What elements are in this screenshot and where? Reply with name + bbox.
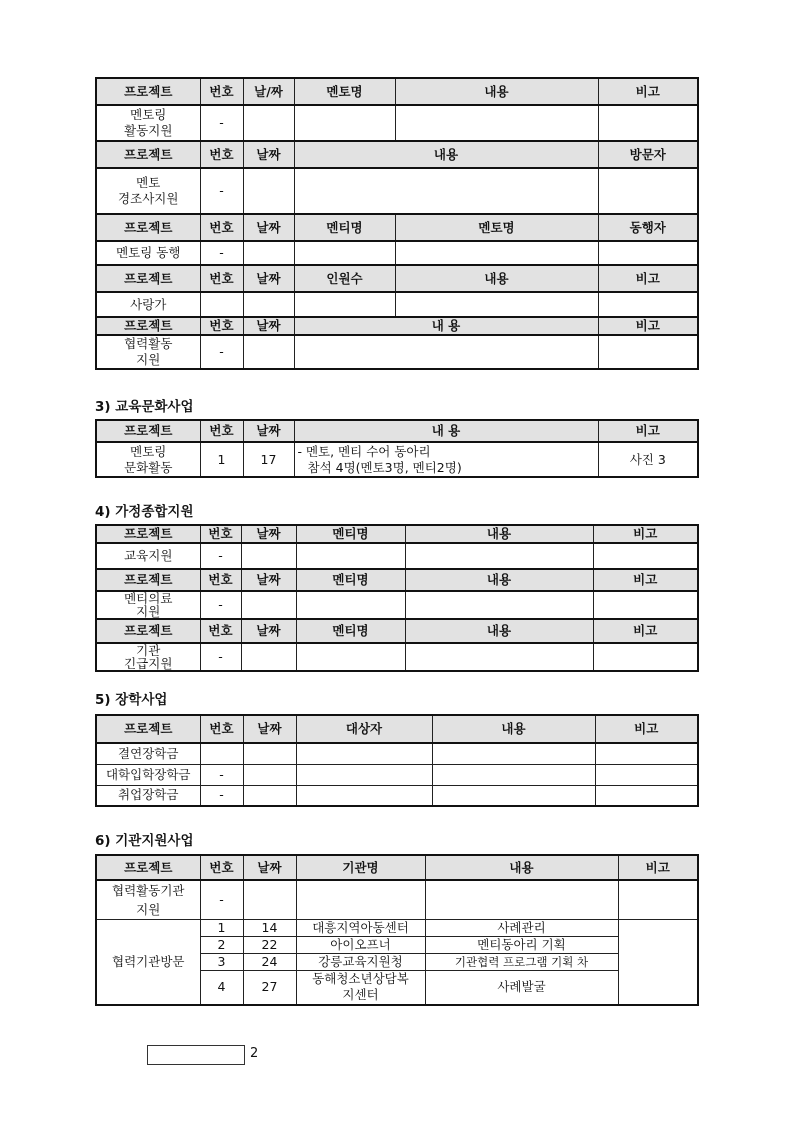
header-cell: 방문자 — [598, 141, 698, 168]
content-cell: 멘티동아리 기획 — [425, 937, 618, 954]
content-cell: 기관협력 프로그램 기획 차 — [425, 954, 618, 971]
number-cell: - — [200, 335, 243, 369]
project-cell: 취업장학금 — [96, 785, 200, 806]
header-row — [96, 569, 698, 591]
number-cell — [200, 743, 243, 764]
project-cell: 협력기관방문 — [96, 920, 200, 1005]
header-cell: 비고 — [598, 78, 698, 105]
header-cell: 번호 — [200, 214, 243, 241]
header-row — [96, 78, 698, 105]
header-cell: 프로젝트 — [96, 317, 200, 335]
header-cell: 비고 — [618, 855, 698, 880]
header-cell: 프로젝트 — [96, 855, 200, 880]
header-cell: 내용 — [405, 525, 593, 543]
project-cell: 교육지원 — [96, 543, 200, 569]
project-cell: 멘토 경조사지원 — [96, 168, 200, 214]
date-cell — [243, 292, 294, 317]
header-cell: 프로젝트 — [96, 569, 200, 591]
table-mentoring-activities — [95, 77, 697, 370]
number-cell: - — [200, 785, 243, 806]
date-cell — [243, 335, 294, 369]
institution-cell: 동해청소년상담복 지센터 — [296, 971, 425, 1005]
footer-box — [147, 1045, 245, 1065]
table-row — [96, 743, 698, 764]
date-cell — [243, 168, 294, 214]
header-cell: 번호 — [200, 265, 243, 292]
header-cell: 멘티명 — [296, 619, 405, 643]
recipient-cell — [296, 785, 432, 806]
section-title-institution: 6) 기관지원사업 — [95, 833, 194, 849]
header-cell: 번호 — [200, 141, 243, 168]
header-cell: 프로젝트 — [96, 214, 200, 241]
content-cell — [405, 591, 593, 619]
content-cell — [432, 764, 595, 785]
header-cell: 비고 — [593, 525, 698, 543]
header-cell: 멘토명 — [294, 78, 395, 105]
content-cell — [294, 168, 598, 214]
mentee-cell — [296, 543, 405, 569]
note-cell — [593, 643, 698, 671]
header-cell: 멘티명 — [294, 214, 395, 241]
note-cell — [598, 105, 698, 141]
date-cell: 17 — [243, 442, 294, 477]
recipient-cell — [296, 764, 432, 785]
header-cell: 날짜 — [243, 265, 294, 292]
content-cell — [294, 335, 598, 369]
content-cell — [425, 880, 618, 920]
table-row — [96, 591, 698, 619]
content-line: - 멘토, 멘티 수어 동아리 — [297, 443, 431, 459]
note-cell — [598, 335, 698, 369]
header-cell: 번호 — [200, 78, 243, 105]
header-row — [96, 525, 698, 543]
header-row — [96, 214, 698, 241]
note-cell — [593, 543, 698, 569]
header-cell: 프로젝트 — [96, 78, 200, 105]
section-title-family: 4) 가정종합지원 — [95, 504, 194, 520]
table-row — [96, 335, 698, 369]
note-cell — [595, 743, 698, 764]
content-cell — [432, 743, 595, 764]
date-cell — [243, 785, 296, 806]
header-cell: 비고 — [598, 420, 698, 442]
section-title-education: 3) 교육문화사업 — [95, 399, 194, 415]
table-row — [96, 543, 698, 569]
table-row — [96, 643, 698, 671]
date-cell — [243, 241, 294, 265]
header-cell: 날짜 — [243, 420, 294, 442]
institution-cell: 대흥지역아동센터 — [296, 920, 425, 937]
header-cell: 내용 — [405, 569, 593, 591]
header-cell: 번호 — [200, 317, 243, 335]
header-cell: 날짜 — [243, 141, 294, 168]
header-cell: 내용 — [294, 141, 598, 168]
date-cell — [241, 543, 296, 569]
institution-cell: 아이오프너 — [296, 937, 425, 954]
content-cell — [405, 543, 593, 569]
header-cell: 날짜 — [243, 214, 294, 241]
date-cell — [241, 591, 296, 619]
header-cell: 비고 — [598, 265, 698, 292]
note-cell — [618, 920, 698, 1005]
header-row — [96, 715, 698, 743]
institution-cell — [296, 880, 425, 920]
content-cell: 사례관리 — [425, 920, 618, 937]
header-row — [96, 317, 698, 335]
table-scholarship — [95, 714, 697, 807]
table-row — [96, 880, 698, 920]
project-cell: 멘토링 동행 — [96, 241, 200, 265]
number-cell: - — [200, 880, 243, 920]
header-cell: 비고 — [593, 569, 698, 591]
table-row — [96, 764, 698, 785]
recipient-cell — [296, 743, 432, 764]
header-cell: 날짜 — [241, 569, 296, 591]
header-cell: 멘토명 — [395, 214, 598, 241]
header-cell: 날짜 — [243, 317, 294, 335]
project-cell: 멘토링 문화활동 — [96, 442, 200, 477]
header-cell: 비고 — [598, 317, 698, 335]
header-cell: 비고 — [595, 715, 698, 743]
number-cell — [200, 292, 243, 317]
table-family-support — [95, 524, 697, 672]
header-cell: 번호 — [200, 855, 243, 880]
header-cell: 프로젝트 — [96, 141, 200, 168]
header-cell: 번호 — [200, 569, 241, 591]
table-row — [96, 442, 698, 477]
section-title-scholarship: 5) 장학사업 — [95, 692, 168, 708]
content-cell — [432, 785, 595, 806]
content-cell: 사례발굴 — [425, 971, 618, 1005]
number-cell: 1 — [200, 920, 243, 937]
count-cell — [294, 292, 395, 317]
header-row — [96, 420, 698, 442]
date-cell: 27 — [243, 971, 296, 1005]
date-cell — [243, 105, 294, 141]
table-row — [96, 168, 698, 214]
header-cell: 멘티명 — [296, 525, 405, 543]
date-cell — [241, 643, 296, 671]
number-cell: - — [200, 591, 241, 619]
header-cell: 내용 — [395, 78, 598, 105]
project-cell: 기관 긴급지원 — [96, 643, 200, 671]
table-institution-support — [95, 854, 697, 1006]
header-cell: 내용 — [425, 855, 618, 880]
content-cell — [395, 292, 598, 317]
note-cell: 사진 3 — [598, 442, 698, 477]
companion-cell — [598, 241, 698, 265]
number-cell: - — [200, 105, 243, 141]
project-cell: 협력활동 지원 — [96, 335, 200, 369]
note-cell — [595, 764, 698, 785]
mentor-cell — [294, 105, 395, 141]
header-cell: 프로젝트 — [96, 525, 200, 543]
header-cell: 내용 — [405, 619, 593, 643]
header-cell: 날짜 — [243, 715, 296, 743]
content-line: 참석 4명(멘토3명, 멘티2명) — [307, 459, 462, 475]
page-number: 2 — [250, 1046, 259, 1061]
mentee-cell — [296, 591, 405, 619]
header-cell: 날/짜 — [243, 78, 294, 105]
table-row — [96, 785, 698, 806]
number-cell: 1 — [200, 442, 243, 477]
number-cell: - — [200, 241, 243, 265]
project-cell: 결연장학금 — [96, 743, 200, 764]
number-cell: - — [200, 764, 243, 785]
date-cell: 22 — [243, 937, 296, 954]
header-cell: 번호 — [200, 619, 241, 643]
header-row — [96, 855, 698, 880]
project-cell: 대학입학장학금 — [96, 764, 200, 785]
table-row — [96, 292, 698, 317]
header-cell: 프로젝트 — [96, 619, 200, 643]
header-cell: 대상자 — [296, 715, 432, 743]
header-cell: 내용 — [395, 265, 598, 292]
header-cell: 내용 — [432, 715, 595, 743]
header-cell: 멘티명 — [296, 569, 405, 591]
header-cell: 인원수 — [294, 265, 395, 292]
header-cell: 프로젝트 — [96, 265, 200, 292]
number-cell: 3 — [200, 954, 243, 971]
project-cell: 협력활동기관 지원 — [96, 880, 200, 920]
header-cell: 내 용 — [294, 317, 598, 335]
number-cell: - — [200, 543, 241, 569]
institution-cell: 강릉교육지원청 — [296, 954, 425, 971]
content-cell — [395, 105, 598, 141]
header-row — [96, 265, 698, 292]
note-cell — [595, 785, 698, 806]
table-row — [96, 105, 698, 141]
header-cell: 프로젝트 — [96, 715, 200, 743]
date-cell — [243, 764, 296, 785]
number-cell: - — [200, 643, 241, 671]
content-cell — [294, 442, 598, 477]
date-cell — [243, 743, 296, 764]
mentor-cell — [395, 241, 598, 265]
table-row — [96, 920, 698, 937]
header-cell: 번호 — [200, 525, 241, 543]
header-cell: 날짜 — [243, 855, 296, 880]
header-cell: 동행자 — [598, 214, 698, 241]
header-cell: 비고 — [593, 619, 698, 643]
note-cell — [618, 880, 698, 920]
header-row — [96, 141, 698, 168]
mentee-cell — [296, 643, 405, 671]
date-cell: 14 — [243, 920, 296, 937]
header-cell: 날짜 — [241, 619, 296, 643]
header-row — [96, 619, 698, 643]
content-cell — [405, 643, 593, 671]
date-cell — [243, 880, 296, 920]
note-cell — [598, 292, 698, 317]
header-cell: 번호 — [200, 715, 243, 743]
project-cell: 멘티의료 지원 — [96, 591, 200, 619]
project-cell: 사랑가 — [96, 292, 200, 317]
project-cell: 멘토링 활동지원 — [96, 105, 200, 141]
header-cell: 내 용 — [294, 420, 598, 442]
visitor-cell — [598, 168, 698, 214]
header-cell: 날짜 — [241, 525, 296, 543]
number-cell: - — [200, 168, 243, 214]
mentee-cell — [294, 241, 395, 265]
header-cell: 기관명 — [296, 855, 425, 880]
date-cell: 24 — [243, 954, 296, 971]
table-row — [96, 241, 698, 265]
number-cell: 2 — [200, 937, 243, 954]
header-cell: 프로젝트 — [96, 420, 200, 442]
table-education-culture — [95, 419, 697, 478]
header-cell: 번호 — [200, 420, 243, 442]
number-cell: 4 — [200, 971, 243, 1005]
note-cell — [593, 591, 698, 619]
